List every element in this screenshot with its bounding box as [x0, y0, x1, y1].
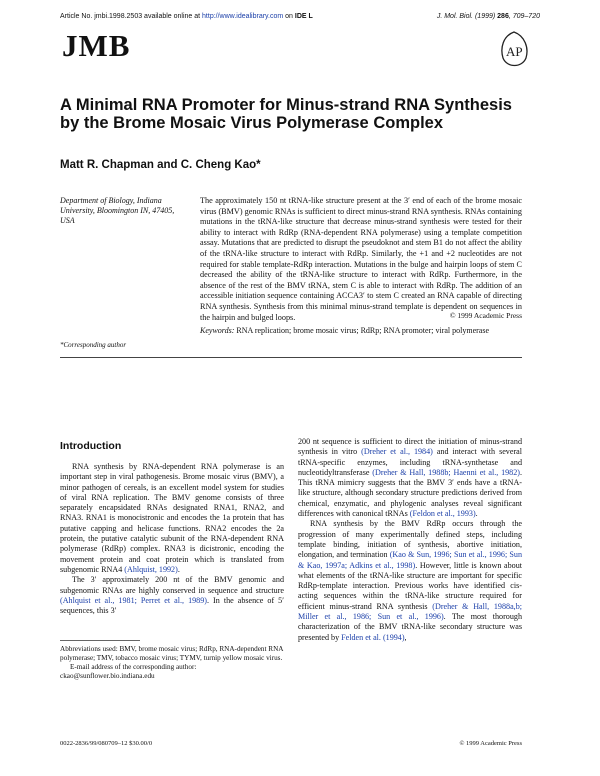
paragraph: The 3′ approximately 200 nt of the BMV genomic and subgenomic RNAs are highly conserved in sequence and structure (Ahlquist et al., 1981; Perret et al., 1989). In the absence of 5′ sequences, this 3′ — [60, 575, 284, 616]
citation: J. Mol. Biol. (1999) 286, 709–720 — [436, 13, 540, 20]
citation-link[interactable]: (Dreher et al., 1984) — [361, 447, 433, 457]
keywords: Keywords: RNA replication; brome mosaic virus; RdRp; RNA promoter; viral polymerase — [200, 326, 489, 335]
section-heading-introduction: Introduction — [60, 440, 122, 452]
ideal-logo: IDE L — [294, 13, 313, 20]
paragraph: 200 nt sequence is sufficient to direct the initiation of minus-strand synthesis in vitro (Dreher et al., 1984) and interact with several tRNA-specific enzymes, including tRNA-synthetase and nucleotidyltransferase (Dreher & Hall, 1988b; Haenni et al., 1982). This tRNA mimicry suggests that the BMV 3′ ends have a tRNA-like structure, although secondary structure predictions derived from chemical, enzymatic, and phylogenic analyses reveal significant differences with canonical tRNAs (Feldon et al., 1993). — [298, 437, 522, 519]
running-header: Article No. jmbi.1998.2503 available online at http://www.idealibrary.com on IDE L J. Mol. Biol. (1999) 286, 709–720 — [60, 13, 540, 20]
author-email[interactable]: ckao@sunflower.bio.indiana.edu — [60, 672, 155, 680]
citation-link[interactable]: (Kao & Sun, 1996; Sun et al., 1996; Sun & Kao, 1997a; Adkins et al., 1998) — [298, 550, 522, 570]
journal-logo: JMB — [62, 28, 131, 63]
ideal-library-link[interactable]: http://www.idealibrary.com — [202, 13, 284, 20]
abbreviations-note: Abbreviations used: BMV, brome mosaic virus; RdRp, RNA-dependent RNA polymerase; TMV, tobacco mosaic virus; TYMV, turnip yellow mosaic virus. — [60, 645, 284, 662]
citation-link[interactable]: Felden et al. (1994) — [341, 632, 405, 642]
affiliation: Department of Biology, Indiana University, Bloomington IN, 47405, USA — [60, 196, 175, 225]
email-label: E-mail address of the corresponding author: — [70, 663, 197, 671]
ap-logo-text: AP — [506, 44, 523, 59]
footnote — [60, 645, 290, 681]
divider — [60, 357, 522, 358]
issn-line: 0022-2836/99/080709–12 $30.00/0 — [60, 740, 153, 747]
abstract-copyright: © 1999 Academic Press — [449, 311, 522, 320]
article-id: Article No. jmbi.1998.2503 available online at — [60, 13, 203, 20]
citation-link[interactable]: (Dreher & Hall, 1988a,b; Miller et al., 1986; Sun et al., 1996) — [298, 601, 522, 622]
body-column-right — [298, 437, 522, 643]
academic-press-logo — [497, 30, 531, 70]
abstract: The approximately 150 nt tRNA-like structure present at the 3′ end of each of the brome mosaic virus (BMV) genomic RNAs is sufficient to direct minus-strand RNA synthesis. RNAs containing mutations in the tRNA-like structure that decrease minus-strand synthesis were tested for their ability to interact with RdRp (RNA-dependent RNA polymerase) using a template competition assay. Mutations that are predicted to disrupt the pseudoknot and stem B1 do not affect the ability of the tRNA-like structure to interact with RdRp. Similarly, the +1 and +2 nucleotides are not required for stable template-RdRp interaction. Mutations in the bulge and hairpin loops of stem C decreased the ability of the tRNA-like structure to interact with RdRp. Furthermore, in the absence of the rest of the BMV tRNA, stem C is able to interact with RdRp. The addition of an accessible initiation sequence containing ACCA3′ to stem C created an RNA capable of directing RNA synthesis. Synthesis from this minimal minus-strand template is dependent on sequences in the hairpin and bulged loops. — [200, 196, 522, 322]
corresponding-author-note: *Corresponding author — [60, 341, 127, 349]
article-title: A Minimal RNA Promoter for Minus-strand RNA Synthesis by the Brome Mosaic Virus Polymerase Complex — [60, 96, 512, 132]
citation-link[interactable]: (Ahlquist et al., 1981; Perret et al., 1989) — [60, 595, 207, 605]
citation-link[interactable]: (Dreher & Hall, 1988b; Haenni et al., 1982) — [372, 467, 520, 477]
paragraph: RNA synthesis by the BMV RdRp occurs through the progression of many experimentally defined steps, including template binding, initiation of synthesis, abortive initiation, elongation, and termination (Kao & Sun, 1996; Sun et al., 1996; Sun & Kao, 1997a; Adkins et al., 1998). However, little is known about what elements of the tRNA-like structure are important for specific RdRp-template interaction. Previous works have identified cis-acting sequences within the tRNA-like structure required for efficient minus-strand RNA synthesis (Dreher & Hall, 1988a,b; Miller et al., 1986; Sun et al., 1996). The most thorough characterization of the BMV tRNA-like secondary structure was presented by Felden et al. (1994), — [298, 519, 522, 642]
citation-link[interactable]: (Feldon et al., 1993) — [409, 509, 476, 519]
authors: Matt R. Chapman and C. Cheng Kao* — [60, 159, 261, 171]
citation-link[interactable]: (Ahlquist, 1992) — [124, 564, 178, 574]
footer-copyright: © 1999 Academic Press — [459, 740, 522, 747]
footnote-divider — [60, 640, 140, 641]
paragraph: RNA synthesis by RNA-dependent RNA polymerase is an important step in viral pathogenesis. Brome mosaic virus (BMV), a minor pathogen of cereals, is an excellent model system for studies of viral RNA replication. The BMV genome consists of three separately encapsidated RNAs designated RNA1, RNA2, and RNA3. RNA1 is monocistronic and encodes the 1a protein that has putative capping and helicase functions. RNA2 encodes the 2a protein, the putative catalytic subunit of the RNA-dependent RNA polymerase (RdRp) complex. RNA3 is dicistronic, encoding the movement protein and coat protein which is translated from subgenomic RNA4 (Ahlquist, 1992). — [60, 462, 284, 574]
body-column-left — [60, 462, 284, 616]
